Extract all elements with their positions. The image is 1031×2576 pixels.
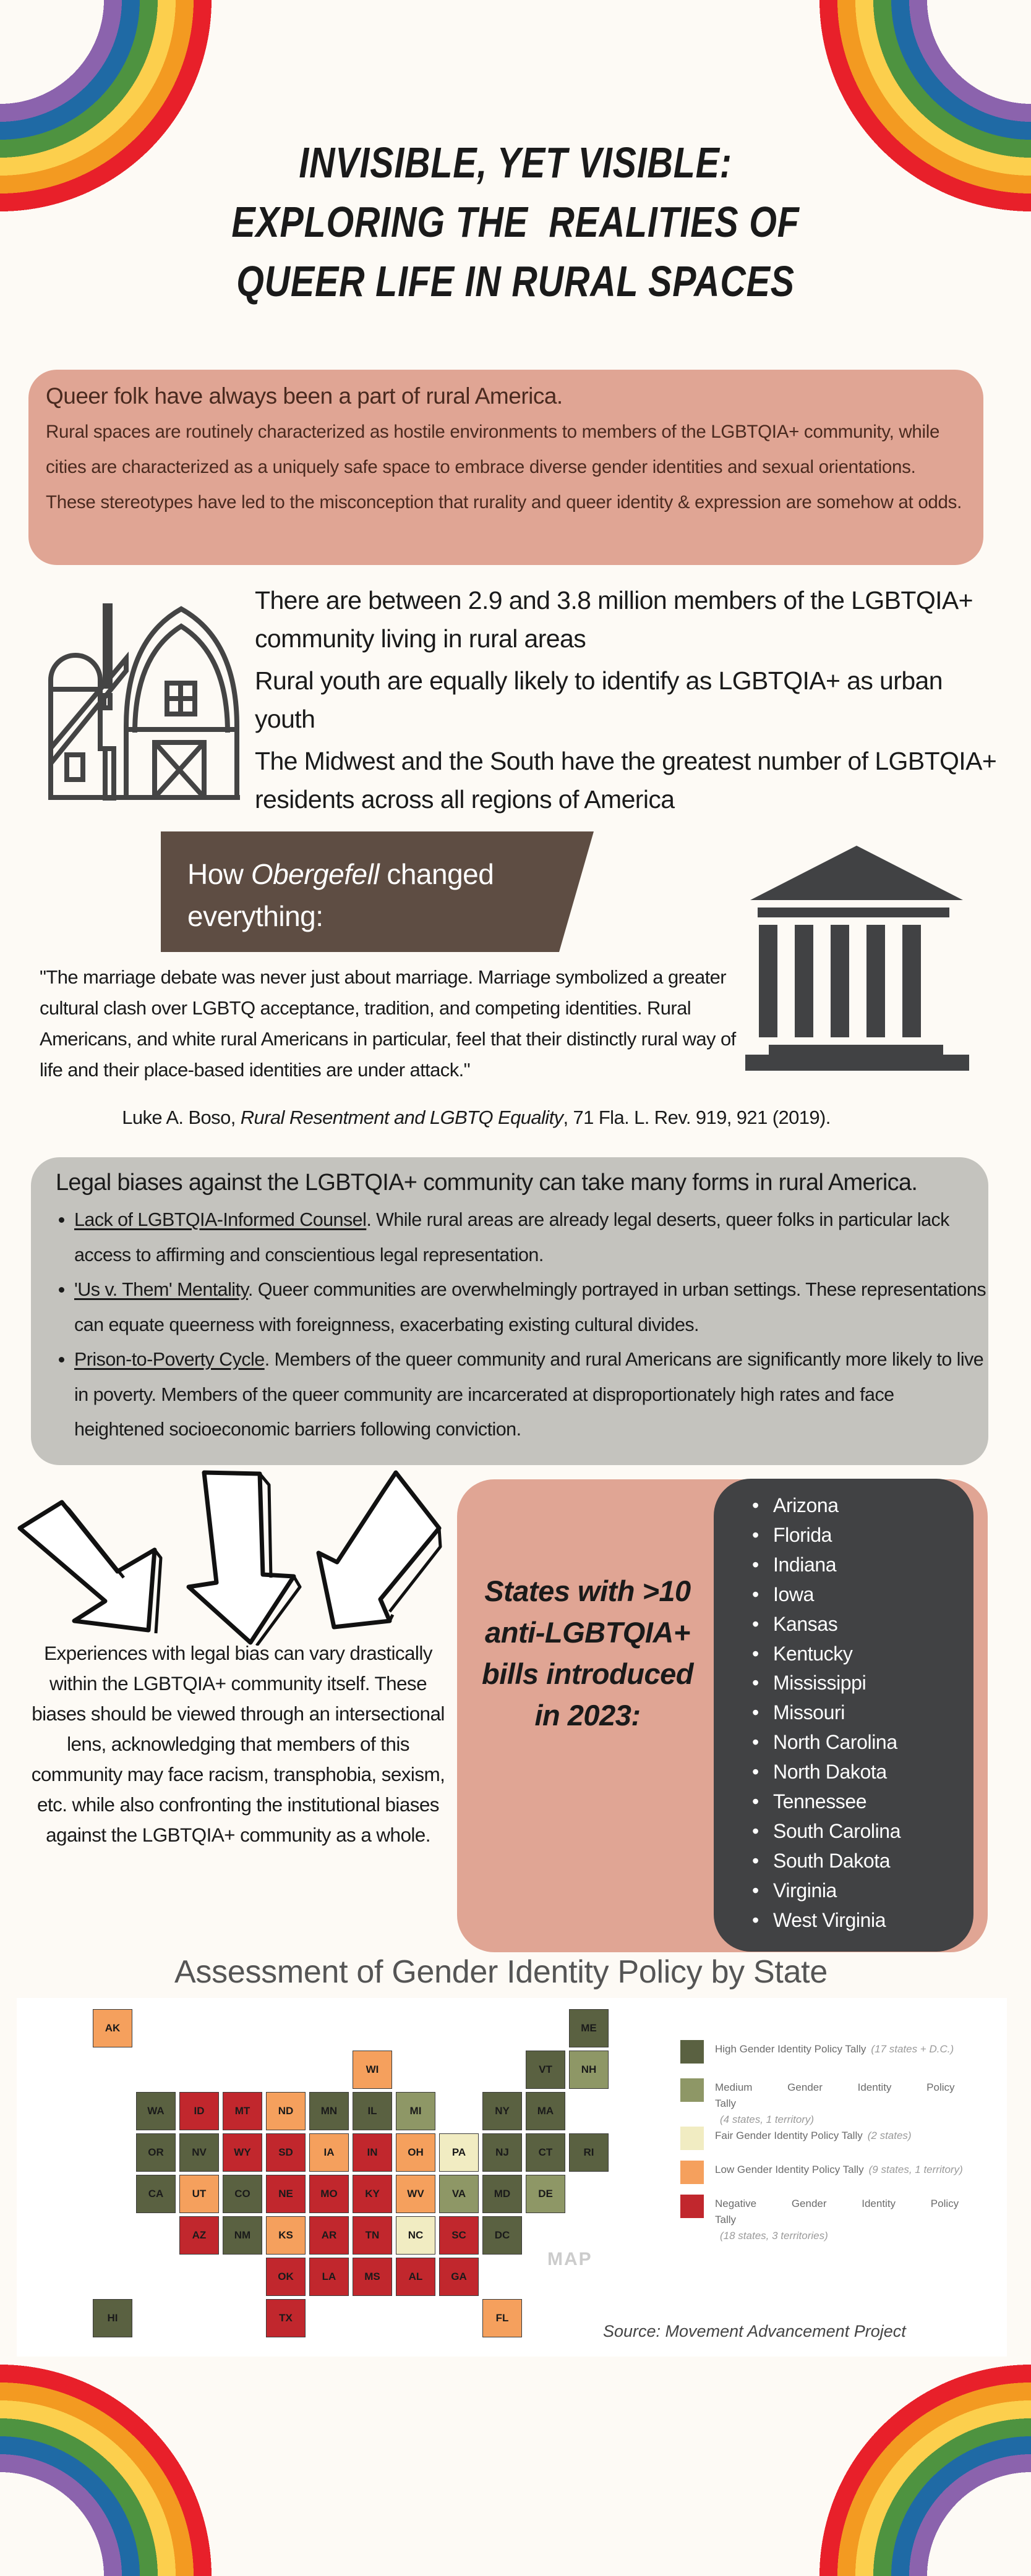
map-state-ia: IA <box>309 2133 349 2172</box>
barn-icon <box>48 603 241 801</box>
legend-swatch <box>680 2127 704 2150</box>
legal-item-title: 'Us v. Them' Mentality <box>74 1279 248 1300</box>
arrow-down-right-icon <box>20 1502 155 1630</box>
legend-count: (2 states) <box>867 2130 912 2141</box>
intersectionality-note: Experiences with legal bias can vary drastically within the LGBTQIA+ community itself. These biases should be viewed through an intersectional lens, acknowledging that members of this community may face racism, transphobia, sexism, etc. while also confronting the institutional biases against the LGBTQIA+ community as a whole. <box>31 1642 445 1846</box>
map-state-ok: OK <box>266 2258 306 2296</box>
page-title <box>0 133 1031 311</box>
map-state-md: MD <box>482 2175 522 2213</box>
map-state-wy: WY <box>223 2133 262 2172</box>
map-state-vt: VT <box>526 2051 565 2089</box>
map-state-pa: PA <box>439 2133 479 2172</box>
bills-state-item: • Tennessee <box>752 1787 901 1817</box>
map-state-ks: KS <box>266 2216 306 2255</box>
legend-label <box>715 2162 963 2178</box>
legend-swatch <box>680 2078 704 2102</box>
map-state-nv: NV <box>179 2133 219 2172</box>
citation-work: Rural Resentment and LGBTQ Equality <box>240 1107 563 1128</box>
legend-swatch <box>680 2195 704 2218</box>
map-state-dc: DC <box>482 2216 522 2255</box>
legal-item-title: Prison-to-Poverty Cycle <box>74 1349 265 1370</box>
quote-citation <box>0 1107 952 1129</box>
bills-state-item: • Virginia <box>752 1876 901 1906</box>
bills-state-item: • Kansas <box>752 1610 901 1639</box>
legend-count: (4 states, 1 territory) <box>720 2114 815 2125</box>
map-heading: Assessment of Gender Identity Policy by State <box>174 1954 828 1990</box>
bills-state-item: • Arizona <box>752 1491 901 1521</box>
map-state-wa: WA <box>136 2092 176 2130</box>
obergefell-suffix: changed everything: <box>187 858 494 932</box>
map-state-wv: WV <box>396 2175 435 2213</box>
map-state-nj: NJ <box>482 2133 522 2172</box>
map-state-ct: CT <box>526 2133 565 2172</box>
map-state-oh: OH <box>396 2133 435 2172</box>
map-state-ms: MS <box>353 2258 392 2296</box>
courthouse-icon <box>745 846 969 1071</box>
map-state-nm: NM <box>223 2216 262 2255</box>
stat-item: There are between 2.9 and 3.8 million members of the LGBTQIA+ community living in rural areas <box>255 586 973 653</box>
legend-label <box>715 2080 975 2128</box>
rainbow-corner-bottom-right <box>819 2365 1031 2576</box>
bills-state-list <box>752 1491 901 1936</box>
arrows-icon <box>12 1466 458 1646</box>
rainbow-corner-bottom-left <box>0 2365 212 2576</box>
legal-item-text: . Queer communities are overwhelmingly portrayed in urban settings. These representations can equate queerness with foreignness, exacerbating existing cultural divides. <box>74 1279 986 1335</box>
map-state-ny: NY <box>482 2092 522 2130</box>
citation-reference: , 71 Fla. L. Rev. 919, 921 (2019). <box>563 1107 831 1128</box>
title-line: QUEER LIFE IN RURAL SPACES <box>236 257 795 305</box>
map-logo: MAP <box>547 2249 593 2269</box>
bills-state-item: • South Carolina <box>752 1817 901 1847</box>
map-source: Source: Movement Advancement Project <box>603 2322 906 2340</box>
map-state-la: LA <box>309 2258 349 2296</box>
us-policy-map <box>93 2009 637 2343</box>
bills-state-item: • North Dakota <box>752 1758 901 1787</box>
legend-count: (9 states, 1 territory) <box>868 2164 963 2175</box>
bills-state-item: • Iowa <box>752 1580 901 1610</box>
stat-item: The Midwest and the South have the greatest number of LGBTQIA+ residents across all regions of America <box>255 747 997 814</box>
legend-label <box>715 2041 954 2057</box>
map-state-va: VA <box>439 2175 479 2213</box>
legend-swatch <box>680 2161 704 2184</box>
map-state-mi: MI <box>396 2092 435 2130</box>
legal-list <box>56 1202 988 1447</box>
map-state-ri: RI <box>569 2133 609 2172</box>
map-state-nh: NH <box>569 2051 609 2089</box>
legend-swatch <box>680 2040 704 2064</box>
bills-state-item: • Kentucky <box>752 1639 901 1669</box>
intro-box <box>28 370 983 565</box>
bills-state-item: • North Carolina <box>752 1728 901 1758</box>
map-state-in: IN <box>353 2133 392 2172</box>
legal-biases-box <box>31 1157 988 1465</box>
legal-item <box>74 1272 988 1342</box>
intro-body: Rural spaces are routinely characterized as hostile environments to members of the LGBTQIA+ community, while cities are characterized as a uniquely safe space to embrace diverse gender identities and sexual orientations. These stereotypes have led to the misconception that rurality and queer identity & expression are somehow at odds. <box>46 422 962 512</box>
legal-item <box>74 1202 988 1272</box>
obergefell-heading <box>187 853 534 937</box>
legal-item <box>74 1342 988 1447</box>
map-state-mo: MO <box>309 2175 349 2213</box>
title-line: EXPLORING THE REALITIES OF <box>231 198 800 246</box>
map-state-ar: AR <box>309 2216 349 2255</box>
legal-item-text: . Members of the queer community and rural Americans are significantly more likely to live in poverty. Members of the queer community are incarcerated at disproportionately high rates and face heightened socioeconomic barriers following conviction. <box>74 1349 984 1440</box>
map-state-tn: TN <box>353 2216 392 2255</box>
legend-label-text: Negative Gender Identity Policy Tally <box>715 2198 959 2225</box>
map-state-al: AL <box>396 2258 435 2296</box>
legend-label-text: High Gender Identity Policy Tally <box>715 2043 866 2055</box>
map-state-id: ID <box>179 2092 219 2130</box>
map-state-ma: MA <box>526 2092 565 2130</box>
intro-heading: Queer folk have always been a part of rural America. <box>46 383 563 409</box>
legend-count: (18 states, 3 territories) <box>720 2230 828 2242</box>
map-state-or: OR <box>136 2133 176 2172</box>
map-state-ut: UT <box>179 2175 219 2213</box>
legend-label-text: Fair Gender Identity Policy Tally <box>715 2130 863 2141</box>
map-state-sd: SD <box>266 2133 306 2172</box>
legend-label <box>715 2196 975 2244</box>
map-state-mt: MT <box>223 2092 262 2130</box>
bills-state-item: • West Virginia <box>752 1906 901 1936</box>
legend-label-text: Low Gender Identity Policy Tally <box>715 2164 864 2175</box>
obergefell-prefix: How <box>187 858 251 890</box>
map-state-nc: NC <box>396 2216 435 2255</box>
map-state-ca: CA <box>136 2175 176 2213</box>
legal-heading: Legal biases against the LGBTQIA+ community can take many forms in rural America. <box>56 1170 918 1196</box>
map-state-co: CO <box>223 2175 262 2213</box>
bills-state-item: • Florida <box>752 1521 901 1550</box>
map-state-az: AZ <box>179 2216 219 2255</box>
bills-state-item: • Mississippi <box>752 1668 901 1698</box>
bills-state-item: • Missouri <box>752 1698 901 1728</box>
quote-text: "The marriage debate was never just about marriage. Marriage symbolized a greater cultural clash over LGBTQ acceptance, tradition, and competing identities. Rural Americans, and white rural Americans in particular, feel that their distinctly rural way of life and their place-based identities are under attack." <box>40 966 736 1081</box>
map-state-me: ME <box>569 2009 609 2047</box>
map-state-ga: GA <box>439 2258 479 2296</box>
title-line: INVISIBLE, YET VISIBLE: <box>299 138 732 187</box>
map-state-hi: HI <box>93 2299 132 2337</box>
map-state-wi: WI <box>353 2051 392 2089</box>
legend-label-text: Medium Gender Identity Policy Tally <box>715 2081 955 2109</box>
map-state-mn: MN <box>309 2092 349 2130</box>
stat-item: Rural youth are equally likely to identify as LGBTQIA+ as urban youth <box>255 666 943 733</box>
citation-author: Luke A. Boso, <box>122 1107 241 1128</box>
legend-label <box>715 2128 912 2144</box>
map-state-fl: FL <box>482 2299 522 2337</box>
legal-item-text: . While rural areas are already legal deserts, queer folks in particular lack access to affirming and conscientious legal representation. <box>74 1209 949 1265</box>
map-state-nd: ND <box>266 2092 306 2130</box>
bills-heading: States with >10 anti-LGBTQIA+ bills introduced in 2023: <box>482 1575 693 1732</box>
map-state-il: IL <box>353 2092 392 2130</box>
map-state-ak: AK <box>93 2009 132 2047</box>
arrow-down-left-icon <box>319 1473 439 1627</box>
stats-list <box>255 581 997 822</box>
map-state-de: DE <box>526 2175 565 2213</box>
obergefell-case-name: Obergefell <box>250 858 380 890</box>
legal-item-title: Lack of LGBTQIA-Informed Counsel <box>74 1209 367 1230</box>
bills-state-item: • Indiana <box>752 1550 901 1580</box>
map-state-ky: KY <box>353 2175 392 2213</box>
map-state-ne: NE <box>266 2175 306 2213</box>
legend-count: (17 states + D.C.) <box>871 2043 954 2055</box>
map-state-sc: SC <box>439 2216 479 2255</box>
bills-state-item: • South Dakota <box>752 1847 901 1876</box>
map-state-tx: TX <box>266 2299 306 2337</box>
